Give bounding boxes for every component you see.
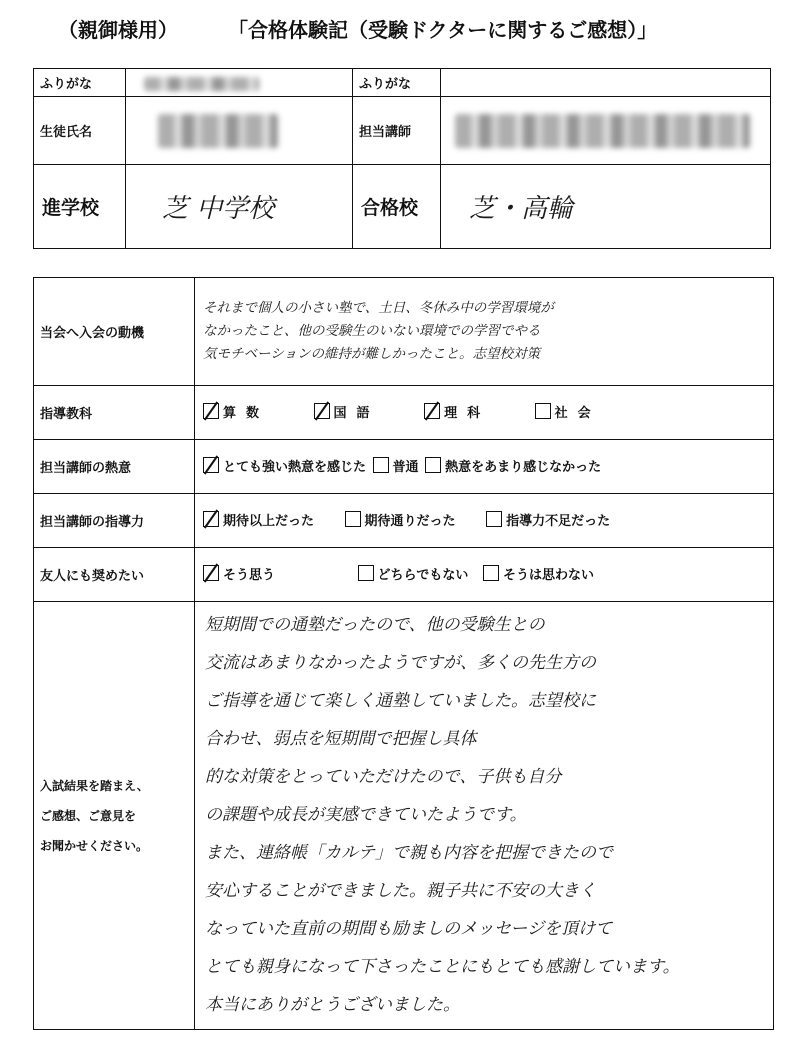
teacher-furigana-label: ふりがな (353, 69, 441, 97)
redacted-teacher-name (455, 114, 750, 148)
recommend-no-option[interactable]: そうは思わない (483, 564, 594, 583)
comment-line: 交流はあまりなかったようですが、多くの先生方の (205, 653, 596, 673)
form-header (58, 14, 798, 46)
motive-line: なかったこと、他の受験生のいない環境での学習でやる (203, 323, 541, 339)
comments-label-line: 入試結果を踏まえ、 (40, 778, 149, 793)
checkbox-icon[interactable] (535, 403, 551, 419)
recommend-label: 友人にも奨めたい (34, 548, 195, 602)
checkbox-icon[interactable] (483, 565, 499, 581)
guidance-expected-option[interactable]: 期待通りだった (345, 510, 456, 529)
checkbox-icon[interactable] (203, 403, 219, 419)
comments-label-line: ご感想、ご意見を (40, 808, 137, 823)
teacher-name-label: 担当講師 (353, 97, 441, 165)
subject-japanese-option[interactable]: 国語 (314, 402, 380, 421)
guidance-label: 担当講師の指導力 (34, 494, 195, 548)
enthusiasm-strong-option[interactable]: とても強い熱意を感じた (203, 456, 366, 475)
comment-line: また、連絡帳「カルテ」で親も内容を把握できたので (205, 843, 613, 863)
motive-answer (195, 278, 774, 386)
comment-line: 本当にありがとうございました。 (205, 995, 460, 1015)
comment-line: 的な対策をとっていただけたので、子供も自分 (205, 767, 562, 787)
passed-school-value: 芝・高輪 (441, 165, 771, 249)
comments-answer (195, 602, 774, 1030)
passed-school-label: 合格校 (353, 165, 441, 249)
guidance-lacking-option[interactable]: 指導力不足だった (486, 510, 610, 529)
comment-line: 短期間での通塾だったので、他の受験生との (205, 615, 545, 635)
teacher-furigana-value (441, 69, 771, 97)
checkbox-icon[interactable] (203, 565, 219, 581)
comment-line: とても親身になって下さったことにもとても感謝しています。 (205, 957, 680, 977)
recommend-yes-option[interactable]: そう思う (203, 564, 275, 583)
comment-line: 安心することができました。親子共に不安の大きく (205, 881, 596, 901)
checkbox-icon[interactable] (314, 403, 330, 419)
teacher-name-value (441, 97, 771, 165)
student-name-value (126, 97, 353, 165)
checkbox-icon[interactable] (358, 565, 374, 581)
checkbox-icon[interactable] (203, 457, 219, 473)
survey-table (33, 277, 774, 1030)
comments-label-line: お聞かせください。 (40, 838, 149, 853)
checkbox-icon[interactable] (203, 511, 219, 527)
form-audience: （親御様用） (58, 18, 178, 42)
comment-line: 合わせ、弱点を短期間で把握し具体 (205, 729, 477, 749)
checkbox-icon[interactable] (424, 403, 440, 419)
comment-line: の課題や成長が実感できていたようです。 (205, 805, 527, 825)
recommend-options (195, 548, 774, 602)
redacted-student-furigana (144, 77, 259, 91)
subject-math-option[interactable]: 算数 (203, 402, 269, 421)
checkbox-icon[interactable] (345, 511, 361, 527)
motive-line: それまで個人の小さい塾で、土日、冬休み中の学習環境が (203, 300, 554, 316)
enthusiasm-label: 担当講師の熱意 (34, 440, 195, 494)
motive-label: 当会へ入会の動機 (34, 278, 195, 386)
guidance-options (195, 494, 774, 548)
guidance-above-option[interactable]: 期待以上だった (203, 510, 314, 529)
recommend-neutral-option[interactable]: どちらでもない (358, 564, 469, 583)
school-value: 芝 中学校 (126, 165, 353, 249)
form-title: 「合格体験記（受験ドクターに関するご感想）」 (228, 18, 658, 42)
checkbox-icon[interactable] (373, 457, 389, 473)
checkbox-icon[interactable] (425, 457, 441, 473)
enthusiasm-weak-option[interactable]: 熱意をあまり感じなかった (425, 456, 601, 475)
student-furigana-label: ふりがな (34, 69, 126, 97)
enthusiasm-normal-option[interactable]: 普通 (373, 456, 419, 475)
comment-line: ご指導を通じて楽しく通塾していました。志望校に (205, 691, 596, 711)
subjects-label: 指導教科 (34, 386, 195, 440)
comment-line: なっていた直前の期間も励ましのメッセージを頂けて (205, 919, 612, 939)
enthusiasm-options (195, 440, 774, 494)
motive-line: 気モチベーションの維持が難しかったこと。志望校対策 (203, 346, 540, 362)
student-furigana-value (126, 69, 353, 97)
profile-table (33, 68, 771, 249)
subjects-options (195, 386, 774, 440)
comments-label (34, 602, 195, 1030)
checkbox-icon[interactable] (486, 511, 502, 527)
subject-social-option[interactable]: 社会 (535, 402, 601, 421)
redacted-student-name (158, 114, 278, 148)
school-label: 進学校 (34, 165, 126, 249)
student-name-label: 生徒氏名 (34, 97, 126, 165)
subject-science-option[interactable]: 理科 (424, 402, 490, 421)
